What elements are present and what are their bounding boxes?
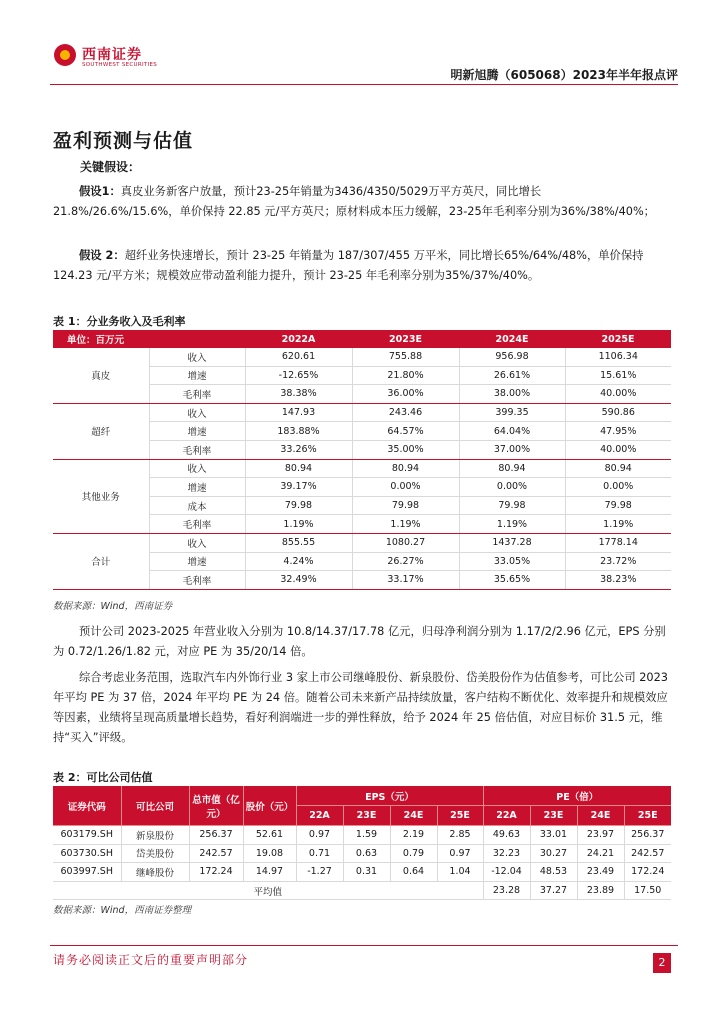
table-cell: 38.23% <box>565 571 671 590</box>
logo-icon <box>54 44 76 66</box>
company-name: 岱美股份 <box>121 844 189 863</box>
metric-label: 增速 <box>149 478 245 497</box>
table-cell: 0.00% <box>459 478 565 497</box>
table-cell: 1437.28 <box>459 533 565 552</box>
pe-value: 242.57 <box>624 844 671 863</box>
table1-year-header: 2022A <box>245 330 352 348</box>
comparable-valuation-table <box>53 786 671 900</box>
table-row <box>53 403 671 422</box>
metric-label: 收入 <box>149 403 245 422</box>
table-cell: 32.49% <box>245 571 352 590</box>
metric-label: 增速 <box>149 366 245 385</box>
company-name: 继峰股份 <box>121 863 189 882</box>
table-cell: 26.27% <box>352 552 459 571</box>
table-cell: 79.98 <box>245 496 352 515</box>
table-cell: 33.17% <box>352 571 459 590</box>
eps-value: -1.27 <box>296 863 343 882</box>
metric-label: 收入 <box>149 459 245 478</box>
table2-company-header: 可比公司 <box>121 786 189 826</box>
assumption-2-text: 超纤业务快速增长，预计 23-25 年销量为 187/307/455 万平米，同比增长65%/64%/48%，单价保持 124.23 元/平方米；规模效应带动盈利能力提升，预计 23-25 年毛利率分别为35%/37%/40%。 <box>53 249 644 282</box>
table-cell: 39.17% <box>245 478 352 497</box>
eps-value: 0.97 <box>296 826 343 845</box>
average-pe-value: 23.28 <box>483 881 530 900</box>
eps-value: 1.59 <box>343 826 390 845</box>
table2-pe-year: 23E <box>530 806 577 826</box>
share-price: 19.08 <box>243 844 296 863</box>
metric-label: 毛利率 <box>149 571 245 590</box>
table-cell: 80.94 <box>565 459 671 478</box>
table2-market-cap-header: 总市值（亿元） <box>189 786 243 826</box>
table-cell: 79.98 <box>565 496 671 515</box>
assumption-2 <box>53 246 671 286</box>
table2-eps-header: EPS（元） <box>296 786 483 806</box>
table-row <box>53 459 671 478</box>
metric-label: 成本 <box>149 496 245 515</box>
metric-label: 毛利率 <box>149 515 245 534</box>
table-cell: 0.00% <box>352 478 459 497</box>
table2-eps-year: 23E <box>343 806 390 826</box>
table2-eps-year: 22A <box>296 806 343 826</box>
table-cell: 79.98 <box>459 496 565 515</box>
eps-value: 0.64 <box>390 863 437 882</box>
table-cell: 64.04% <box>459 422 565 441</box>
pe-value: -12.04 <box>483 863 530 882</box>
section-title: 盈利预测与估值 <box>53 130 194 152</box>
table-cell: 147.93 <box>245 403 352 422</box>
segment-name: 其他业务 <box>53 459 149 533</box>
key-assumptions-label: 关键假设： <box>80 160 141 174</box>
assumption-1-label: 假设1： <box>79 185 121 198</box>
table-cell: 37.00% <box>459 440 565 459</box>
segment-revenue-table <box>53 330 671 590</box>
eps-value: 1.04 <box>437 863 483 882</box>
table2-pe-year: 25E <box>624 806 671 826</box>
table-cell: 26.61% <box>459 366 565 385</box>
table-cell: 1.19% <box>245 515 352 534</box>
table-cell: 80.94 <box>459 459 565 478</box>
company-code: 603179.SH <box>53 826 121 845</box>
company-code: 603730.SH <box>53 844 121 863</box>
table2-pe-year: 22A <box>483 806 530 826</box>
eps-value: 0.63 <box>343 844 390 863</box>
table2-code-header: 证券代码 <box>53 786 121 826</box>
metric-label: 增速 <box>149 422 245 441</box>
eps-value: 2.85 <box>437 826 483 845</box>
table-cell: 21.80% <box>352 366 459 385</box>
pe-value: 32.23 <box>483 844 530 863</box>
assumption-2-label: 假设 2： <box>79 249 125 262</box>
metric-label: 增速 <box>149 552 245 571</box>
table-row <box>53 863 671 882</box>
table2-pe-year: 24E <box>577 806 624 826</box>
table-cell: 38.00% <box>459 385 565 404</box>
forecast-paragraph: 预计公司 2023-2025 年营业收入分别为 10.8/14.37/17.78 亿元，归母净利润分别为 1.17/2/2.96 亿元，EPS 分别为 0.72/1.26/1.82 元，对应 PE 为 35/20/14 倍。 <box>53 625 666 658</box>
table1-year-header: 2024E <box>459 330 565 348</box>
table2-eps-year: 24E <box>390 806 437 826</box>
logo-cn-text: 西南证券 <box>82 47 142 63</box>
page-header <box>50 36 678 86</box>
eps-value: 0.79 <box>390 844 437 863</box>
assumption-1-text: 真皮业务新客户放量，预计23-25年销量为3436/4350/5029万平方英尺，同比增长 21.8%/26.6%/15.6%，单价保持 22.85 元/平方英尺；原材料成本压力缓解，23-25年毛利率分别为36%/38%/40%； <box>53 185 655 218</box>
pe-value: 256.37 <box>624 826 671 845</box>
table-cell: 183.88% <box>245 422 352 441</box>
table-cell: 1.19% <box>459 515 565 534</box>
table-cell: 1.19% <box>352 515 459 534</box>
market-cap: 256.37 <box>189 826 243 845</box>
table1-source: 数据来源：Wind，西南证券 <box>53 601 173 612</box>
table-cell: 80.94 <box>352 459 459 478</box>
table2-header-row <box>53 786 671 806</box>
table-cell: 47.95% <box>565 422 671 441</box>
table-row <box>53 844 671 863</box>
pe-value: 30.27 <box>530 844 577 863</box>
company-name: 新泉股份 <box>121 826 189 845</box>
table-cell: 620.61 <box>245 348 352 366</box>
table-cell: 79.98 <box>352 496 459 515</box>
table-cell: 33.26% <box>245 440 352 459</box>
average-row <box>53 881 671 900</box>
table-cell: -12.65% <box>245 366 352 385</box>
table-cell: 399.35 <box>459 403 565 422</box>
table2-price-header: 股价（元） <box>243 786 296 826</box>
eps-value: 2.19 <box>390 826 437 845</box>
pe-value: 24.21 <box>577 844 624 863</box>
pe-value: 172.24 <box>624 863 671 882</box>
average-pe-value: 23.89 <box>577 881 624 900</box>
eps-value: 0.97 <box>437 844 483 863</box>
table-cell: 33.05% <box>459 552 565 571</box>
report-title: 明新旭腾（605068）2023年半年报点评 <box>450 68 678 82</box>
table-cell: 1106.34 <box>565 348 671 366</box>
table-cell: 23.72% <box>565 552 671 571</box>
table2-pe-header: PE（倍） <box>483 786 671 806</box>
table-cell: 1080.27 <box>352 533 459 552</box>
pe-value: 48.53 <box>530 863 577 882</box>
table1-header-row <box>53 330 671 348</box>
table-cell: 1.19% <box>565 515 671 534</box>
eps-value: 0.31 <box>343 863 390 882</box>
table-cell: 40.00% <box>565 440 671 459</box>
table-cell: 80.94 <box>245 459 352 478</box>
table-cell: 590.86 <box>565 403 671 422</box>
table-row <box>53 533 671 552</box>
table-cell: 956.98 <box>459 348 565 366</box>
table-cell: 38.38% <box>245 385 352 404</box>
valuation-paragraph: 综合考虑业务范围，选取汽车内外饰行业 3 家上市公司继峰股份、新泉股份、岱美股份作为估值参考，可比公司 2023 年平均 PE 为 37 倍，2024 年平均 PE 为 24 倍。随着公司未来新产品持续放量，客户结构不断优化、效率提升和规模效应等因素，业绩将呈现高质量增长趋势，看好利润端进一步的弹性释放，给予 2024 年 25 倍估值，对应目标价 31.5 元，维持“买入”评级。 <box>53 671 668 744</box>
table1-year-header: 2023E <box>352 330 459 348</box>
table-cell: 4.24% <box>245 552 352 571</box>
table2-source: 数据来源：Wind，西南证券整理 <box>53 905 192 916</box>
company-code: 603997.SH <box>53 863 121 882</box>
share-price: 52.61 <box>243 826 296 845</box>
average-pe-value: 37.27 <box>530 881 577 900</box>
table1-year-header: 2025E <box>565 330 671 348</box>
table-cell: 35.65% <box>459 571 565 590</box>
segment-name: 真皮 <box>53 348 149 403</box>
company-logo <box>50 36 170 80</box>
pe-value: 49.63 <box>483 826 530 845</box>
table2-eps-year: 25E <box>437 806 483 826</box>
table-cell: 1778.14 <box>565 533 671 552</box>
metric-label: 收入 <box>149 533 245 552</box>
segment-name: 合计 <box>53 533 149 589</box>
footer-divider <box>50 945 678 946</box>
metric-label: 收入 <box>149 348 245 366</box>
pe-value: 23.49 <box>577 863 624 882</box>
table-cell: 755.88 <box>352 348 459 366</box>
metric-label: 毛利率 <box>149 440 245 459</box>
table-cell: 40.00% <box>565 385 671 404</box>
footer-disclaimer: 请务必阅读正文后的重要声明部分 <box>53 953 249 967</box>
table-row <box>53 348 671 366</box>
table-cell: 64.57% <box>352 422 459 441</box>
page-number: 2 <box>653 953 671 973</box>
table1-caption: 表 1：分业务收入及毛利率 <box>53 315 186 328</box>
header-divider <box>50 84 678 85</box>
logo-en-text: SOUTHWEST SECURITIES <box>82 62 158 68</box>
average-label: 平均值 <box>53 881 483 900</box>
table-cell: 15.61% <box>565 366 671 385</box>
pe-value: 33.01 <box>530 826 577 845</box>
table2-caption: 表 2：可比公司估值 <box>53 771 153 784</box>
segment-name: 超纤 <box>53 403 149 459</box>
table-cell: 243.46 <box>352 403 459 422</box>
table-row <box>53 826 671 845</box>
table-cell: 35.00% <box>352 440 459 459</box>
table1-unit-header: 单位：百万元 <box>53 330 245 348</box>
table-cell: 855.55 <box>245 533 352 552</box>
market-cap: 172.24 <box>189 863 243 882</box>
assumption-1 <box>53 182 671 222</box>
eps-value: 0.71 <box>296 844 343 863</box>
metric-label: 毛利率 <box>149 385 245 404</box>
market-cap: 242.57 <box>189 844 243 863</box>
average-pe-value: 17.50 <box>624 881 671 900</box>
table-cell: 36.00% <box>352 385 459 404</box>
share-price: 14.97 <box>243 863 296 882</box>
pe-value: 23.97 <box>577 826 624 845</box>
table-cell: 0.00% <box>565 478 671 497</box>
